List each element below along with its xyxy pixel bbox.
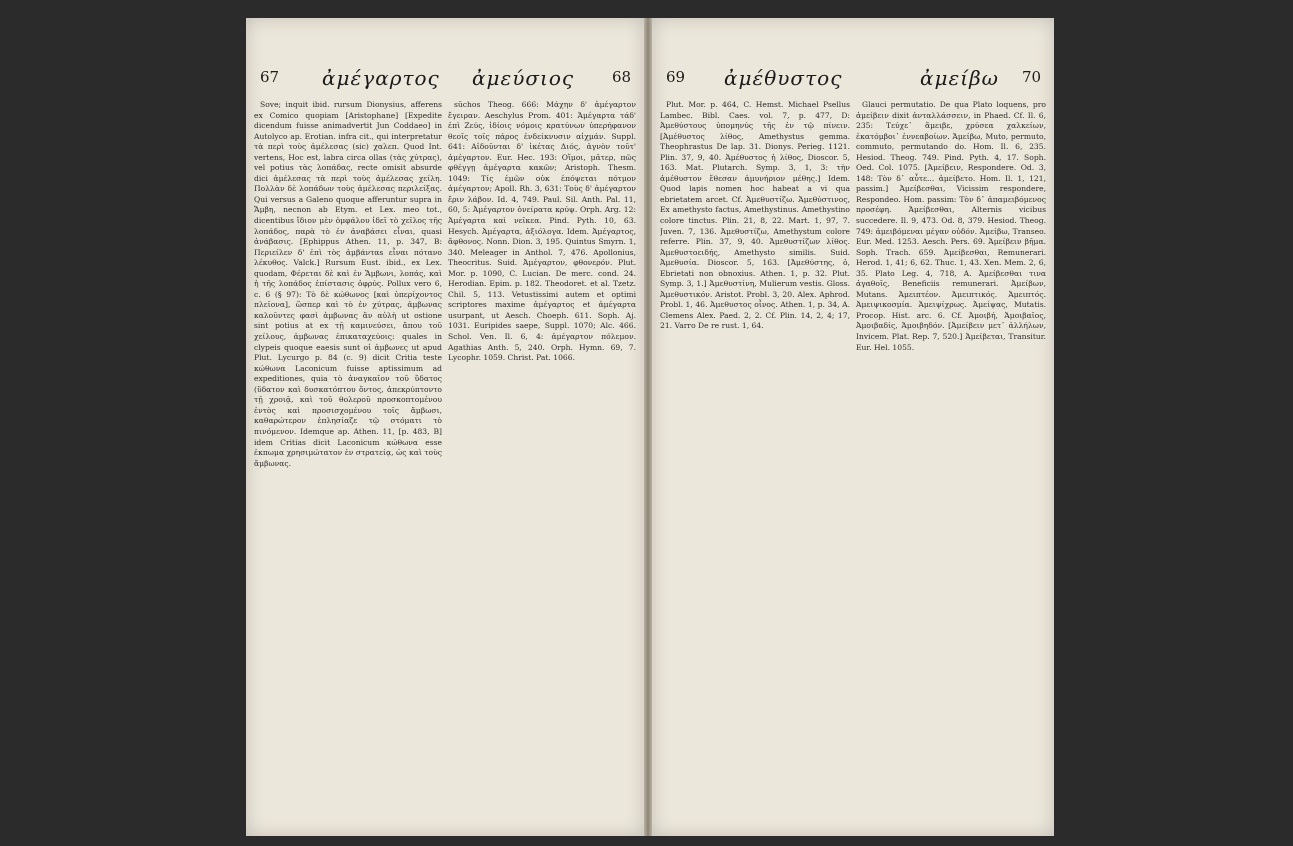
column-text: Sove; inquit ibid. rursum Dionysius, afferens ex Comico quopiam [Aristophane] [Expedite dicendum fuisse animadvertit Jun Coddaeo] in Autolyco ap. Erotian. infra cit., qui interpretatur τὰ περὶ τοὺς ἀμέλεσας (sic) χαλεπ. Quod Int. vertens, Hoc est, labra circa ollas (τὰς χύτρας), vel potius τὰς λοπάδας, recte omisit absurde dici ἀμέλεσας τὰ περὶ τοὺς ἀμέλεσας χείλη. Πολλὰν δὲ λοπάδων τοὺς ἀμέλεσας περιλείξας. Qui versus a Galeno quoque afferuntur supra in Ἄμβη, necnon ab Etym. et Lex. meo tot., dicentibus ἴδιον μὲν ὀμφάλου ἰδεῖ τὸ χεῖλος τῆς λοπάδος, παρὰ τὸ ἐν ἀναβάσει εἶναι, quasi ἀνάβασις. [Ephippus Athen. 11, p. 347, B: Περιείλεν δ' ἐπὶ τὸς ἀμβάνταs εἶναι πότανο λέκυθος. Valck.] Rursum Eust. ibid., ex Lex. quodam, Φέρεται δὲ καὶ ἐν Ἄμβωνι, λοπάς, καὶ ἡ τῆς λοπάδος ἐπίστασις ὀφρύς. Pollux vero 6, c. 6 (§ 97): Τὸ δὲ κώθωνος [καὶ ὑπερίχοντος πλεῖονα], ὥσπερ καὶ τὸ ἐν χύτρας, ἀμβωνας καλοῦντες φασὶ ἀμβωνας ἂν αὐλὴ ut ostione sint potius at ex τῇ καμινεύσει, ἄπου τοῦ χείλους, ἀμβωνας ἐπικαταχεύοις: quales in clypeis quoque eaesis sunt οἱ ἀμβωνες ut apud Plut. Lycurgo p. 84 (c. 9) dicit Critia teste κώθωνα Laconicum fuisse aptissimum ad expeditiones, quia τὸ ἀναγκαῖον τοῦ ὕδατος (ὕδατον καὶ δυσκατόπτου ὄντος, ἀπεκρύπτοντο τῇ χροιᾷ, καὶ τοῦ θολεροῦ προσκοπτομένου ἐντὸς καὶ προσισχομένου τοῖς ἄμβωσι, καθαρώτερον ἐπλησίαζε τῷ στόματι τὸ πινόμενον. Idemque ap. Athen. 11, [p. 483, B] idem Critias dicit Laconicum κώθωνα esse ἐκπωμα χρησιμώτατον ἐν στρατείᾳ, ὡς καὶ τοὺς ἄμβωνας.: [254, 100, 442, 468]
headword-right: ἀμεύσιος: [472, 66, 575, 90]
left-page-columns: [254, 100, 636, 826]
column-1: [254, 100, 442, 826]
page-number-69: 69: [666, 68, 686, 86]
column-4: [856, 100, 1046, 826]
right-running-head: [652, 66, 1054, 92]
column-text: Plut. Mor. p. 464, C. Hemst. Michael Psellus Lambec. Bibl. Caes. vol. 7, p. 477, D: Ἀμεθύστους ὑπομηνύς τῆς ἐν τῷ πίνειν. [Ἀμέθυστος λίθος, Amethystus gemma. Theophrastus De lap. 31. Dionys. Perieg. 1121. Plin. 37, 9, 40. Ἀμέθυστος ἡ λίθος, Dioscor. 5, 163. Mat. Plutarch. Symp. 3, 1, 3: τὴν ἀμέθυστον ἔθεσαν ἀμυνήριον μέθης.] Idem. Quod lapis nomen hoc habeat a vi qua ebrietatem arcet. Cf. Ἀμεθυστίζω. Ἀμεθύστινος, Ex amethysto factus, Amethystinus. Amethystino colore tinctus. Plin. 21, 8, 22. Mart. 1, 97, 7. Juven. 7, 136. Ἀμεθυστίζω, Amethystum colore referre. Plin. 37, 9, 40. Ἀμεθυστίζων λίθος. Ἀμεθυστοειδής, Amethysto similis. Suid. Ἀμεθυσία. Dioscor. 5, 163. [Ἀμεθύστης, ὁ, Ebrietati non obnoxius. Athen. 1, p. 32. Plut. Symp. 3, 1.] Ἀμεθυστίνη, Mulierum vestis. Gloss. Ἀμεθυστικόν. Aristot. Probl. 3, 20. Alex. Aphrod. Probl. 1, 46. Ἀμεθυστος οἶνος. Athen. 1, p. 34, A. Clemens Alex. Paed. 2, 2. Cf. Plin. 14, 2, 4; 17, 21. Varro De re rust. 1, 64.: [660, 100, 850, 331]
left-running-head: [246, 66, 644, 92]
page-number-67: 67: [260, 68, 280, 86]
headword-left: ἀμέθυστος: [724, 66, 843, 90]
book-gutter: [644, 18, 652, 836]
column-3: [660, 100, 850, 826]
column-text: sūchos Theog. 666: Μάχην δ' ἀμέγαρτον ἔγειραν. Aeschylus Prom. 401: Ἀμέγαρτα τάδ' ἐπὶ Ζεύς, ἰδίοις νόμοις κρατύνων ὑπερήφανον θεοῖς τοῖς πάρος ἐνδείκνυσιν αἰχμάν. Suppl. 641: Αἰδοῦνται δ' ἱκέτας Διός, ἁγνὸν τοῦτ' ἀμέγαρτον. Eur. Hec. 193: Οἴμοι, μᾶτερ, πῶς φθέγγῃ ἀμέγαρτα κακῶν; Aristoph. Thesm. 1049: Τίς ἐμῶν οὐκ ἐπόψεται πότμον ἀμέγαρτον; Apoll. Rh. 3, 631: Τοὺς δ' ἀμέγαρτον ἔριν λάβον. Id. 4, 749. Paul. Sil. Anth. Pal. 11, 60, 5: Ἀμέγαρτον ὀνείρατα κρύψ. Orph. Arg. 12: Ἀμέγαρτα καὶ νεῖκεα. Pind. Pyth. 10, 63. Hesych. Ἀμέγαρτα, ἀξιόλογα. Idem. Ἀμέγαρτος, ἄφθονος. Nonn. Dion. 3, 195. Quintus Smyrn. 1, 340. Meleager in Anthol. 7, 476. Apollonius, Theocritus. Suid. Ἀμέγαρτον, φθονερόν. Plut. Mor. p. 1090, C. Lucian. De merc. cond. 24. Herodian. Epim. p. 182. Theodoret. et al. Tzetz. Chil. 5, 113. Vetustissimi autem et optimi scriptores maxime ἀμέγαρτος et ἀμέγαρτα usurpant, ut Aesch. Choeph. 611. Soph. Aj. 1031. Euripides saepe, Suppl. 1070; Alc. 466. Schol. Ven. Il. 6, 4: ἀμέγαρτον πόλεμον. Agathias Anth. 5, 240. Orph. Hymn. 69, 7. Lycophr. 1059. Christ. Pat. 1066.: [448, 100, 636, 363]
column-text: Glauci permutatio. De qua Plato loquens, pro ἀμείβειν dixit ἀνταλλάσσειν, in Phaed. Cf. Il. 6, 235: Τεύχε᾽ ἄμειβε, χρύσεα χαλκείων, ἑκατόμβοι᾽ ἐννεαβοίων. Ἀμείβω, Muto, permuto, commuto, permutando do. Hom. Il. 6, 235. Hesiod. Theog. 749. Pind. Pyth. 4, 17. Soph. Oed. Col. 1075. [Ἀμείβειν, Respondere. Od. 3, 148: Τὸν δ᾽ αὖτε... ἀμείβετο. Hom. Il. 1, 121, passim.] Ἀμείβεσθαι, Vicissim respondere, Respondeo. Hom. passim: Τὸν δ᾽ ἀπαμειβόμενος προσέφη. Ἀμείβεσθαι, Alternis vicibus succedere. Il. 9, 473. Od. 8, 379. Hesiod. Theog. 749: ἀμειβόμεναι μέγαν οὐδόν. Ἀμείβω, Transeo. Eur. Med. 1253. Aesch. Pers. 69. Ἀμείβειν βῆμα. Soph. Trach. 659. Ἀμείβεσθαι, Remunerari. Herod. 1, 41; 6, 62. Thuc. 1, 43. Xen. Mem. 2, 6, 35. Plato Leg. 4, 718, A. Ἀμείβεσθαι τινα ἀγαθοῖς, Beneficiis remunerari. Ἀμείβων, Mutans. Ἀμειπτέον. Ἀμειπτικός. Ἀμειπτός. Ἀμειψικοσμία. Ἀμειψίχρως. Ἀμείψας, Mutatis. Procop. Hist. arc. 6. Cf. Ἀμοιβή, Ἀμοιβαῖος, Ἀμοιβαδίς, Ἀμοιβηδόν. [Ἀμείβειν μετ᾽ ἀλλήλων, Invicem. Plat. Rep. 7, 520.] Ἀμείβεται, Transitur. Eur. Hel. 1055.: [856, 100, 1046, 352]
page-number-68: 68: [612, 68, 632, 86]
headword-right: ἀμείβω: [920, 66, 999, 90]
column-2: [448, 100, 636, 826]
page-number-70: 70: [1022, 68, 1042, 86]
right-page: [652, 18, 1054, 836]
left-page: [246, 18, 644, 836]
right-page-columns: [660, 100, 1046, 826]
headword-left: ἀμέγαρτος: [322, 66, 440, 90]
